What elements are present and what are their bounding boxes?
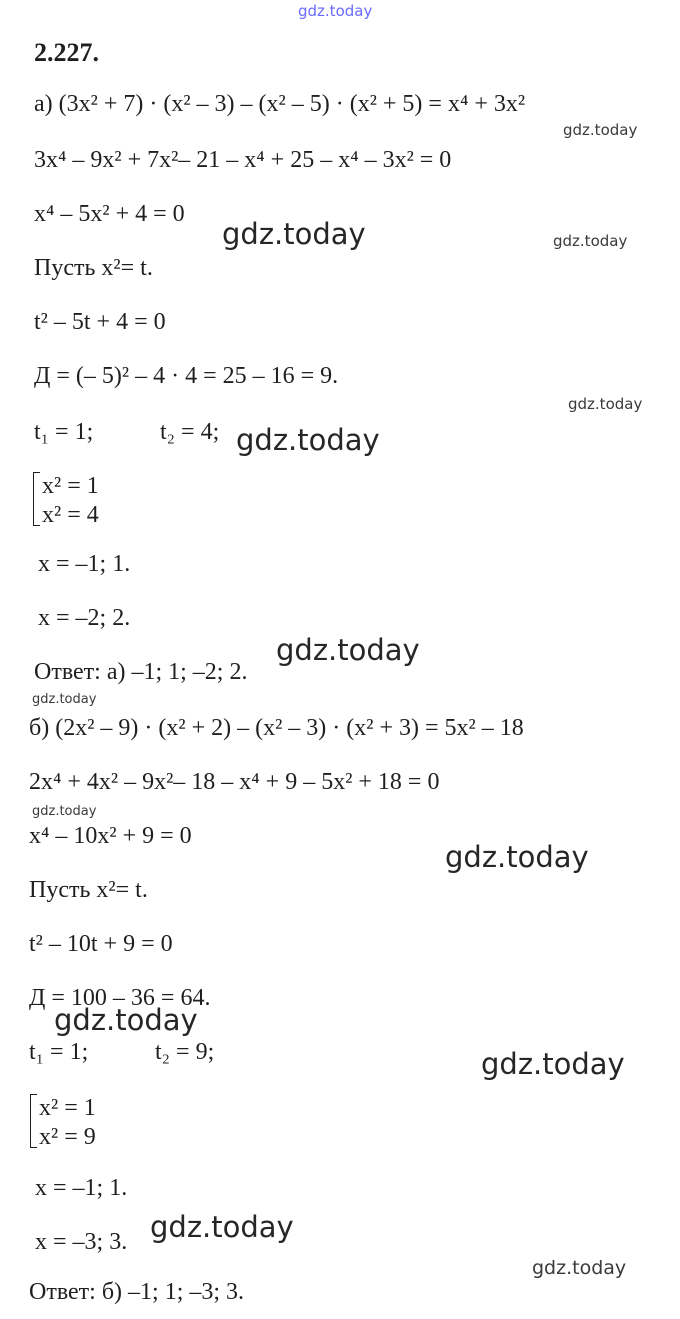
part-b-t2: t₂ = 9; [155,1039,215,1065]
part-b-quadratic: t² – 10t + 9 = 0 [29,931,173,957]
part-b-substitution: Пусть x²= t. [29,877,148,903]
watermark: gdz.today [553,232,628,250]
system-bracket [30,1094,37,1148]
system-row: x² = 1 [39,1095,96,1121]
part-a-roots-1: x = –1; 1. [38,551,131,577]
part-a-simplified: x⁴ – 5x² + 4 = 0 [34,201,185,227]
part-b-discriminant: Д = 100 – 36 = 64. [29,985,211,1011]
watermark: gdz.today [32,804,97,819]
watermark: gdz.today [532,1257,627,1279]
part-b-roots-2: x = –3; 3. [35,1229,128,1255]
watermark: gdz.today [150,1210,294,1244]
watermark: gdz.today [563,121,638,139]
part-a-roots-2: x = –2; 2. [38,605,131,631]
watermark: gdz.today [236,423,380,457]
watermark: gdz.today [445,840,589,874]
watermark: gdz.today [276,633,420,667]
watermark: gdz.today [568,395,643,413]
part-a-substitution: Пусть x²= t. [34,255,153,281]
watermark: gdz.today [32,692,97,707]
part-a-expanded: 3x⁴ – 9x² + 7x²– 21 – x⁴ + 25 – x⁴ – 3x² = 0 [34,147,452,173]
watermark: gdz.today [54,1003,198,1037]
problem-number: 2.227. [34,38,99,67]
system-row: x² = 4 [42,502,99,528]
part-a-t2: t₂ = 4; [160,419,220,445]
system-row: x² = 1 [42,473,99,499]
part-b-answer: Ответ: б) –1; 1; –3; 3. [29,1279,245,1305]
part-a-discriminant: Д = (– 5)² – 4 · 4 = 25 – 16 = 9. [34,363,339,389]
part-a-t1: t₁ = 1; [34,419,94,445]
watermark: gdz.today [298,2,373,20]
part-a-equation: а) (3x² + 7) · (x² – 3) – (x² – 5) · (x² + 5) = x⁴ + 3x² [34,91,526,117]
part-b-t1: t₁ = 1; [29,1039,89,1065]
system-bracket [33,472,40,526]
part-b-system [30,1092,150,1150]
part-b-equation: б) (2x² – 9) · (x² + 2) – (x² – 3) · (x² + 3) = 5x² – 18 [29,715,524,741]
part-a-quadratic: t² – 5t + 4 = 0 [34,309,166,335]
part-a-system [33,470,153,528]
system-row: x² = 9 [39,1124,96,1150]
part-b-simplified: x⁴ – 10x² + 9 = 0 [29,823,192,849]
part-a-answer: Ответ: а) –1; 1; –2; 2. [34,659,248,685]
watermark: gdz.today [481,1047,625,1081]
part-b-expanded: 2x⁴ + 4x² – 9x²– 18 – x⁴ + 9 – 5x² + 18 = 0 [29,769,440,795]
part-b-roots-1: x = –1; 1. [35,1175,128,1201]
watermark: gdz.today [222,217,366,251]
